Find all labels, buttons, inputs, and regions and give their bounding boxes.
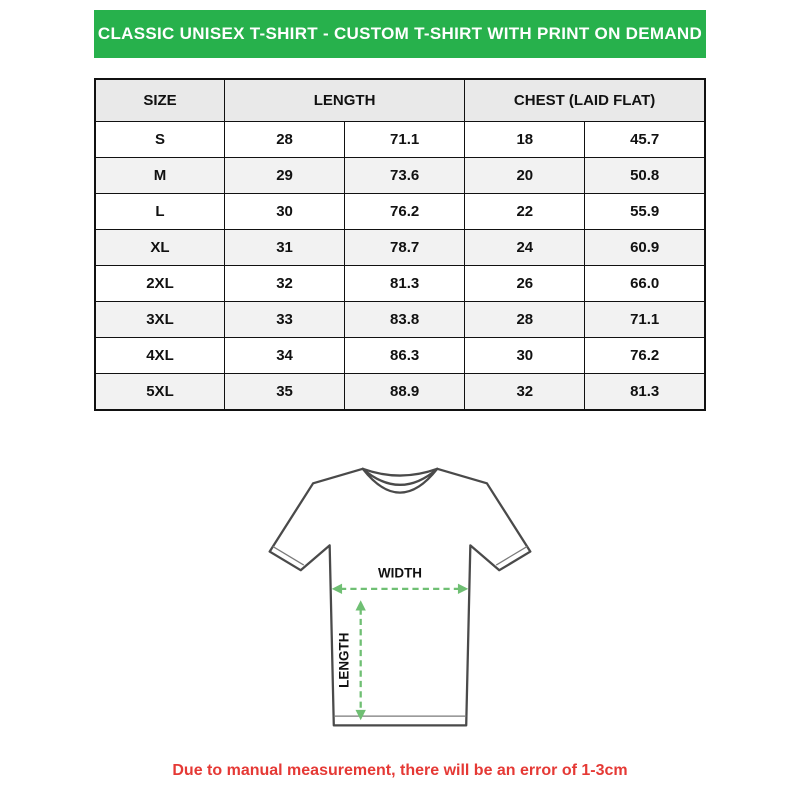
chest-in-cell: 18 <box>465 122 585 158</box>
measurement-error-note: Due to manual measurement, there will be an error of 1-3cm <box>172 762 628 779</box>
chest-cm-cell: 81.3 <box>585 374 705 411</box>
size-chart-page <box>0 10 800 800</box>
column-header-length: LENGTH <box>224 79 464 122</box>
length-cm-cell: 86.3 <box>345 338 465 374</box>
length-cm-cell: 76.2 <box>345 194 465 230</box>
table-row <box>95 338 705 374</box>
length-in-cell: 28 <box>224 122 344 158</box>
length-in-cell: 32 <box>224 266 344 302</box>
table-row <box>95 374 705 411</box>
table-header-row <box>95 79 705 122</box>
length-in-cell: 31 <box>224 230 344 266</box>
size-cell: 2XL <box>95 266 224 302</box>
chest-cm-cell: 55.9 <box>585 194 705 230</box>
length-cm-cell: 71.1 <box>345 122 465 158</box>
tshirt-measurement-diagram <box>235 444 565 744</box>
chest-in-cell: 24 <box>465 230 585 266</box>
page-title: CLASSIC UNISEX T-SHIRT - CUSTOM T-SHIRT WITH PRINT ON DEMAND <box>94 10 706 58</box>
size-cell: L <box>95 194 224 230</box>
length-in-cell: 33 <box>224 302 344 338</box>
length-in-cell: 35 <box>224 374 344 411</box>
chest-cm-cell: 60.9 <box>585 230 705 266</box>
length-label: LENGTH <box>336 632 352 688</box>
length-in-cell: 29 <box>224 158 344 194</box>
length-cm-cell: 83.8 <box>345 302 465 338</box>
chest-in-cell: 28 <box>465 302 585 338</box>
table-row <box>95 302 705 338</box>
length-cm-cell: 81.3 <box>345 266 465 302</box>
length-in-cell: 30 <box>224 194 344 230</box>
column-header-chest: CHEST (LAID FLAT) <box>465 79 705 122</box>
chest-cm-cell: 66.0 <box>585 266 705 302</box>
chest-in-cell: 30 <box>465 338 585 374</box>
size-chart-table <box>94 78 706 411</box>
chest-cm-cell: 50.8 <box>585 158 705 194</box>
length-cm-cell: 73.6 <box>345 158 465 194</box>
chest-in-cell: 20 <box>465 158 585 194</box>
table-row <box>95 158 705 194</box>
length-cm-cell: 88.9 <box>345 374 465 411</box>
length-cm-cell: 78.7 <box>345 230 465 266</box>
tshirt-diagram-svg <box>235 444 565 744</box>
size-cell: 5XL <box>95 374 224 411</box>
tshirt-outline <box>270 469 531 726</box>
size-cell: XL <box>95 230 224 266</box>
chest-cm-cell: 45.7 <box>585 122 705 158</box>
chest-in-cell: 26 <box>465 266 585 302</box>
table-row <box>95 194 705 230</box>
table-row <box>95 266 705 302</box>
chest-cm-cell: 71.1 <box>585 302 705 338</box>
chest-cm-cell: 76.2 <box>585 338 705 374</box>
size-cell: M <box>95 158 224 194</box>
table-row <box>95 230 705 266</box>
size-cell: 3XL <box>95 302 224 338</box>
column-header-size: SIZE <box>95 79 224 122</box>
width-label: WIDTH <box>377 565 423 581</box>
length-in-cell: 34 <box>224 338 344 374</box>
chest-in-cell: 32 <box>465 374 585 411</box>
size-cell: 4XL <box>95 338 224 374</box>
size-cell: S <box>95 122 224 158</box>
table-row <box>95 122 705 158</box>
chest-in-cell: 22 <box>465 194 585 230</box>
